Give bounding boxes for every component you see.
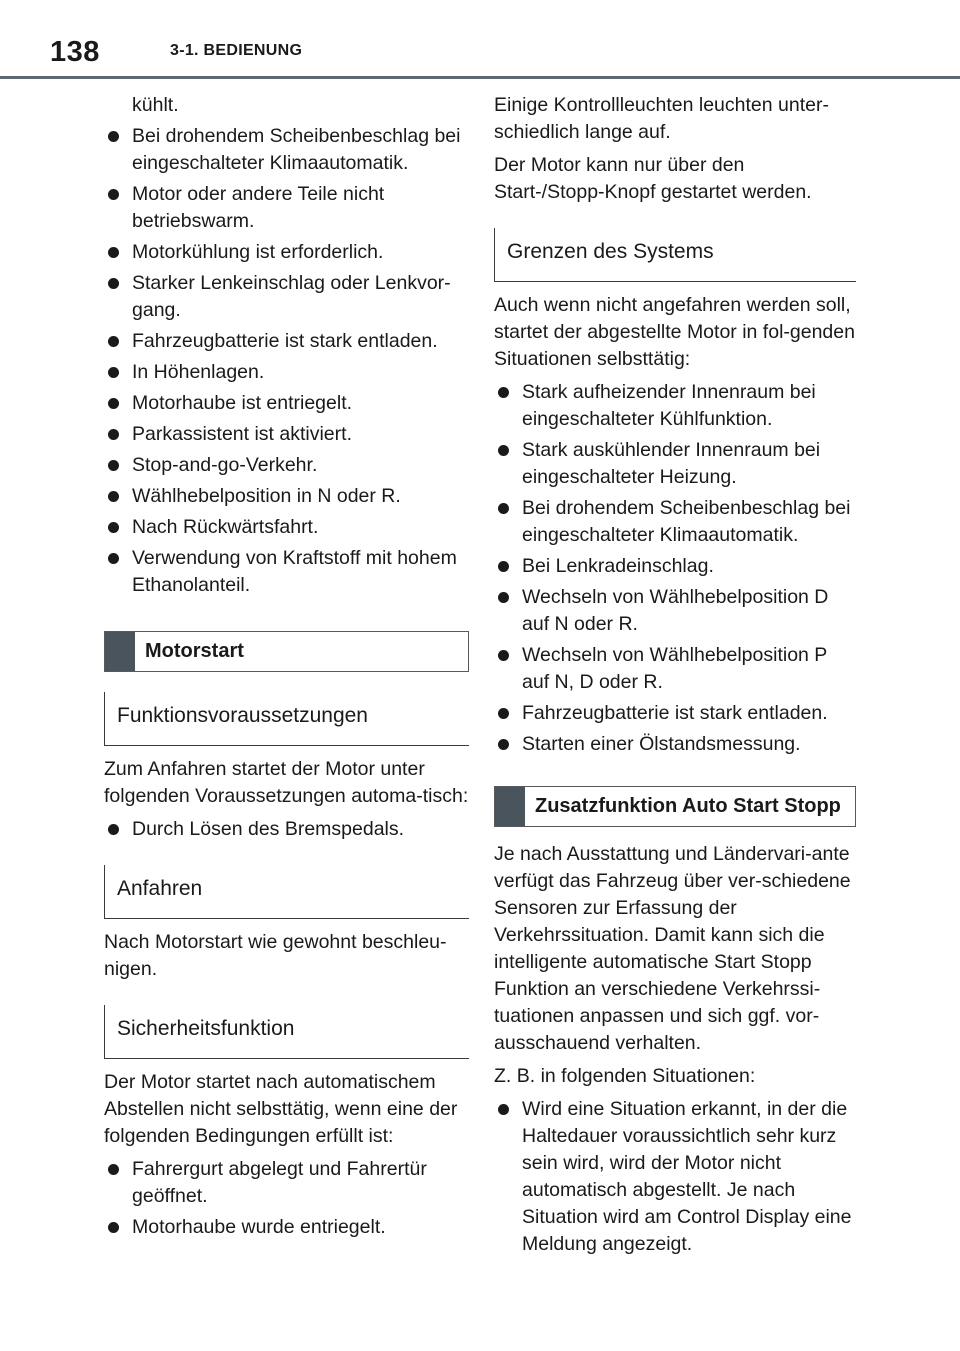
bullet-list (494, 1096, 856, 1258)
paragraph: Auch wenn nicht angefahren werden soll, startet der abgestellte Motor in fol-genden Situationen selbsttätig: (494, 294, 855, 370)
section-title: Zusatzfunktion Auto Start Stopp (535, 795, 841, 817)
bullet-icon (498, 387, 509, 398)
bullet-icon (108, 824, 119, 835)
list-item: Verwendung von Kraftstoff mit hohem Ethanolanteil. (104, 545, 469, 599)
right-column (494, 92, 856, 1262)
bullet-icon (108, 367, 119, 378)
bullet-icon (108, 398, 119, 409)
bullet-list (104, 123, 469, 599)
paragraph: Einige Kontrollleuchten leuchten unter-schiedlich lange auf. (494, 94, 829, 143)
bullet-icon (108, 460, 119, 471)
section-heading-motorstart (104, 631, 469, 672)
list-item: Bei drohendem Scheibenbeschlag bei eingeschalteter Klimaautomatik. (104, 123, 469, 177)
bullet-icon (498, 592, 509, 603)
bullet-icon (108, 247, 119, 258)
header-divider (0, 76, 960, 79)
list-item: Motorhaube ist entriegelt. (104, 390, 469, 417)
list-item: Motorkühlung ist erforderlich. (104, 239, 469, 266)
list-item: Nach Rückwärtsfahrt. (104, 514, 469, 541)
bullet-icon (108, 553, 119, 564)
bullet-icon (498, 1104, 509, 1115)
list-item: Fahrzeugbatterie ist stark entladen. (494, 700, 856, 727)
list-item: Wechseln von Wählhebelposition D auf N oder R. (494, 584, 856, 638)
bullet-icon (498, 561, 509, 572)
paragraph: Je nach Ausstattung und Ländervari-ante verfügt das Fahrzeug über ver-schiedene Sensoren zur Erfassung der Verkehrssituation. Damit kann sich die intelligente automatische Start Stopp Funktion an verschiedene Verkehrssi-tuationen anpassen und sich ggf. vor-ausschauend verhalten. (494, 843, 851, 1054)
bullet-icon (498, 503, 509, 514)
list-item: Stark auskühlender Innenraum bei eingeschalteter Heizung. (494, 437, 856, 491)
list-item: Motorhaube wurde entriegelt. (104, 1214, 469, 1241)
subheading-anfahren: Anfahren (104, 865, 469, 919)
page-number: 138 (50, 36, 100, 68)
list-item: Wird eine Situation erkannt, in der die Haltedauer voraussichtlich sehr kurz sein wird, wird der Motor nicht automatisch abgestellt. Je nach Situation wird am Control Display eine Meldung angezeigt. (494, 1096, 856, 1258)
left-column (104, 92, 469, 1245)
paragraph: Nach Motorstart wie gewohnt beschleu-nigen. (104, 931, 447, 980)
bullet-list (104, 1156, 469, 1241)
list-item: Bei Lenkradeinschlag. (494, 553, 856, 580)
bullet-list (494, 379, 856, 758)
list-item: In Höhenlagen. (104, 359, 469, 386)
list-item: Fahrergurt abgelegt und Fahrertür geöffnet. (104, 1156, 469, 1210)
continued-text: kühlt. (132, 94, 179, 116)
bullet-icon (108, 278, 119, 289)
list-item: Parkassistent ist aktiviert. (104, 421, 469, 448)
paragraph: Zum Anfahren startet der Motor unter folgenden Voraussetzungen automa-tisch: (104, 758, 469, 807)
subheading-sicherheitsfunktion: Sicherheitsfunktion (104, 1005, 469, 1059)
bullet-icon (108, 429, 119, 440)
chapter-title: 3-1. BEDIENUNG (170, 42, 303, 59)
list-item: Stark aufheizender Innenraum bei eingeschalteter Kühlfunktion. (494, 379, 856, 433)
bullet-icon (108, 522, 119, 533)
list-item: Wechseln von Wählhebelposition P auf N, D oder R. (494, 642, 856, 696)
bullet-icon (498, 708, 509, 719)
list-item: Starten einer Ölstandsmessung. (494, 731, 856, 758)
bullet-icon (108, 189, 119, 200)
list-item: Wählhebelposition in N oder R. (104, 483, 469, 510)
page-header (0, 0, 960, 80)
bullet-icon (108, 131, 119, 142)
bullet-icon (108, 491, 119, 502)
subheading-grenzen-des-systems: Grenzen des Systems (494, 228, 856, 282)
list-item: Motor oder andere Teile nicht betriebswarm. (104, 181, 469, 235)
section-heading-auto-start-stopp (494, 786, 856, 827)
paragraph: Der Motor kann nur über den Start-/Stopp-Knopf gestartet werden. (494, 154, 812, 203)
bullet-icon (498, 650, 509, 661)
heading-bar (495, 787, 525, 826)
list-item: Durch Lösen des Bremspedals. (104, 816, 469, 843)
list-item: Starker Lenkeinschlag oder Lenkvor-gang. (104, 270, 469, 324)
bullet-icon (498, 445, 509, 456)
section-title: Motorstart (145, 640, 244, 662)
bullet-icon (498, 739, 509, 750)
list-item: Stop-and-go-Verkehr. (104, 452, 469, 479)
bullet-icon (108, 336, 119, 347)
paragraph: Z. B. in folgenden Situationen: (494, 1065, 756, 1087)
paragraph: Der Motor startet nach automatischem Abstellen nicht selbsttätig, wenn eine der folgenden Bedingungen erfüllt ist: (104, 1071, 458, 1147)
list-item: Fahrzeugbatterie ist stark entladen. (104, 328, 469, 355)
bullet-icon (108, 1164, 119, 1175)
bullet-icon (108, 1222, 119, 1233)
subheading-funktionsvoraussetzungen: Funktionsvoraussetzungen (104, 692, 469, 746)
list-item: Bei drohendem Scheibenbeschlag bei eingeschalteter Klimaautomatik. (494, 495, 856, 549)
bullet-list (104, 816, 469, 843)
heading-bar (105, 632, 135, 671)
